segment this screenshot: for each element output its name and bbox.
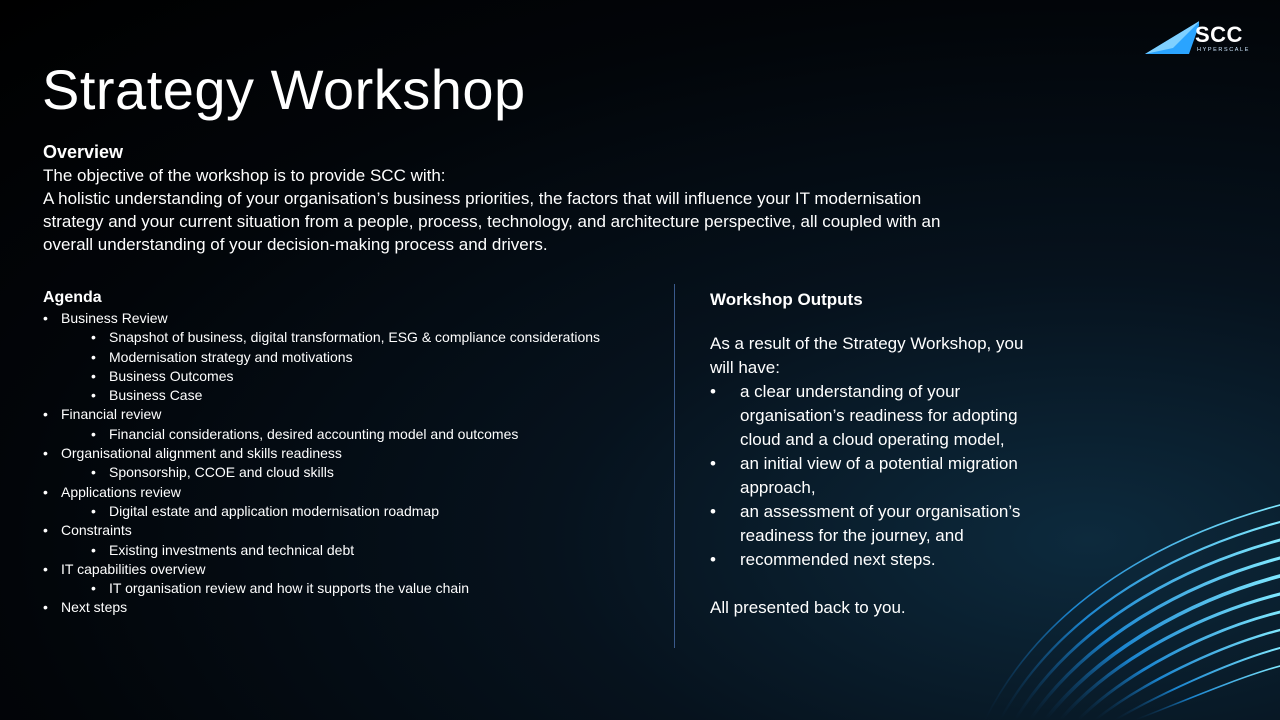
bullet: •	[91, 367, 96, 384]
agenda-subitem	[43, 502, 683, 521]
overview-description: A holistic understanding of your organisation’s business priorities, the factors that will influence your IT modernisation strategy and your current situation from a people, process, technology, and architecture perspective, all coupled with an overall understanding of your decision-making process and drivers.	[43, 189, 941, 254]
outputs-item-text: a clear understanding of your organisation’s readiness for adopting cloud and a cloud operating model,	[740, 382, 1018, 449]
agenda-subitem	[43, 463, 683, 482]
agenda-subitem	[43, 541, 683, 560]
agenda-item-text: Next steps	[61, 599, 128, 616]
logo-subtitle: HYPERSCALE	[1197, 47, 1250, 53]
workshop-outputs-section	[710, 288, 1040, 620]
outputs-intro: As a result of the Strategy Workshop, you will have:	[710, 334, 1024, 377]
outputs-list-item	[710, 548, 1040, 572]
bullet: •	[91, 541, 96, 558]
outputs-list-item	[710, 500, 1040, 548]
agenda-subitem-text: Business Case	[109, 387, 203, 404]
bullet: •	[91, 348, 96, 365]
bullet: •	[91, 329, 96, 346]
agenda-item	[43, 309, 683, 328]
agenda-subitem	[43, 348, 683, 367]
agenda-subitem-text: Modernisation strategy and motivations	[109, 348, 353, 365]
agenda-subitem	[43, 328, 683, 347]
bullet: •	[710, 382, 716, 401]
agenda-section	[43, 289, 683, 618]
column-divider	[674, 284, 675, 648]
agenda-item-text: Constraints	[61, 522, 132, 539]
logo-swoosh-icon	[1143, 18, 1199, 58]
agenda-item	[43, 444, 683, 463]
agenda-subitem	[43, 367, 683, 386]
scc-logo	[1143, 18, 1255, 58]
outputs-item-text: recommended next steps.	[740, 550, 936, 569]
agenda-subitem-text: Existing investments and technical debt	[109, 541, 355, 558]
agenda-subitem-text: Sponsorship, CCOE and cloud skills	[109, 464, 334, 481]
page-title: Strategy Workshop	[42, 58, 526, 121]
outputs-list	[710, 380, 1040, 572]
logo-wordmark: SCC	[1195, 22, 1243, 47]
agenda-list	[43, 309, 683, 618]
bullet: •	[91, 387, 96, 404]
agenda-item-text: Organisational alignment and skills readiness	[61, 445, 342, 462]
agenda-subitem	[43, 579, 683, 598]
bullet: •	[43, 522, 48, 539]
agenda-subitem	[43, 386, 683, 405]
agenda-item-text: Business Review	[61, 310, 168, 326]
agenda-item	[43, 560, 683, 579]
bullet: •	[43, 310, 48, 326]
bullet: •	[43, 406, 48, 423]
agenda-subitem-text: IT organisation review and how it supports the value chain	[109, 580, 470, 597]
overview-heading: Overview	[43, 142, 124, 162]
agenda-subitem-text: Digital estate and application modernisation roadmap	[109, 502, 439, 519]
agenda-item-text: IT capabilities overview	[61, 560, 206, 577]
agenda-subitem-text: Financial considerations, desired accounting model and outcomes	[109, 425, 519, 442]
bullet: •	[91, 502, 96, 519]
agenda-item	[43, 483, 683, 502]
agenda-item	[43, 521, 683, 540]
outputs-item-text: an assessment of your organisation’s readiness for the journey, and	[740, 502, 1021, 545]
bullet: •	[91, 425, 96, 442]
overview-objective: The objective of the workshop is to provide SCC with:	[43, 166, 446, 185]
bullet: •	[710, 454, 716, 473]
overview-section	[43, 141, 943, 256]
agenda-item-text: Applications review	[61, 483, 181, 500]
bullet: •	[43, 445, 48, 462]
outputs-heading: Workshop Outputs	[710, 290, 863, 309]
agenda-item-text: Financial review	[61, 406, 162, 423]
agenda-subitem-text: Snapshot of business, digital transformation, ESG & compliance considerations	[109, 329, 601, 346]
outputs-list-item	[710, 380, 1040, 452]
agenda-subitem	[43, 425, 683, 444]
outputs-item-text: an initial view of a potential migration approach,	[740, 454, 1018, 497]
outputs-list-item	[710, 452, 1040, 500]
bullet: •	[710, 502, 716, 521]
bullet: •	[43, 483, 48, 500]
agenda-subitem-text: Business Outcomes	[109, 367, 234, 384]
bullet: •	[91, 580, 96, 597]
bullet: •	[43, 560, 48, 577]
agenda-item	[43, 598, 683, 617]
agenda-item	[43, 405, 683, 424]
bullet: •	[43, 599, 48, 616]
agenda-heading: Agenda	[43, 289, 102, 306]
outputs-closing: All presented back to you.	[710, 598, 906, 617]
bullet: •	[710, 550, 716, 569]
bullet: •	[91, 464, 96, 481]
